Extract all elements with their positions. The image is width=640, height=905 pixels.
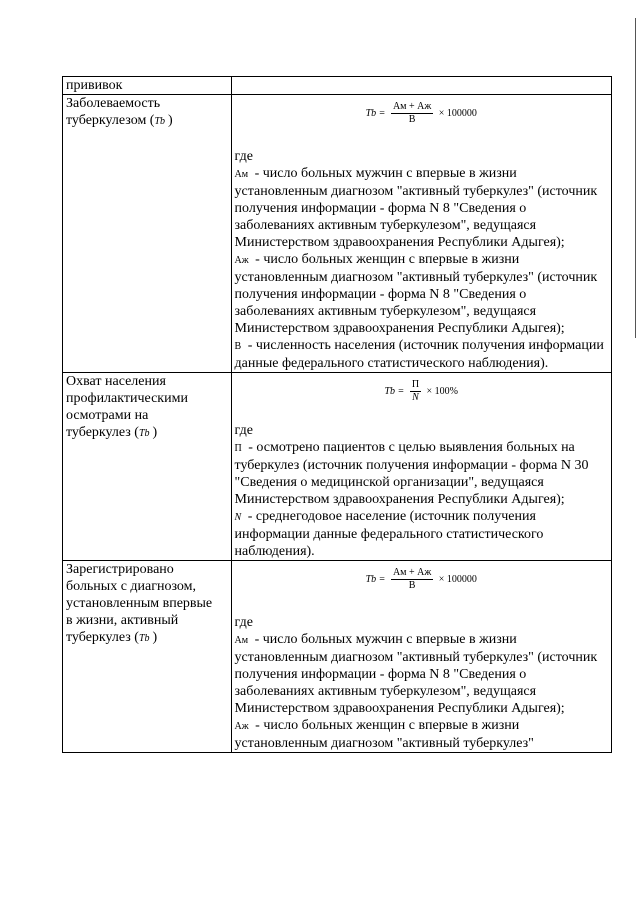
denominator: В	[408, 580, 416, 591]
indicator-name-cell	[63, 77, 232, 95]
denominator: В	[408, 114, 416, 125]
table-row	[63, 373, 612, 561]
table-row	[63, 77, 612, 95]
fraction	[391, 101, 433, 126]
formula-lhs: Tb =	[365, 573, 386, 585]
numerator: П	[411, 379, 420, 390]
formula	[235, 101, 608, 126]
formula-cell	[231, 77, 611, 95]
indicator-name-line: туберкулезом (Tb )	[66, 113, 173, 128]
numerator: Ам + Аж	[392, 567, 432, 578]
formula	[235, 379, 608, 404]
indicator-name-cell	[63, 561, 232, 753]
multiplier: × 100%	[426, 385, 459, 397]
formula-cell	[231, 373, 611, 561]
indicator-table	[62, 76, 612, 753]
formula-lhs: Tb =	[384, 385, 405, 397]
indicator-name-line: Зарегистрировано	[66, 562, 174, 577]
where-label: где	[234, 149, 253, 164]
indicator-name-line: туберкулез (Tb )	[66, 425, 158, 440]
definition-am: Ам - число больных мужчин с впервые в жизни установленным диагнозом "активный туберкулез" (источник получения информации - форма N 8 "Сведения о заболеваниях активным туберкулезом", ведущаяся Министерством здравоохранения Республики Адыгея);	[234, 166, 598, 250]
symbol-tb: Tb	[138, 633, 150, 644]
definition-b: В - численность населения (источник получения информации данные федерального статистического наблюдения).	[234, 338, 604, 371]
definition-n: N - среднегодовое население (источник получения информации данные федерального статистического наблюдения).	[234, 509, 544, 559]
where-label: где	[234, 615, 253, 630]
fraction	[391, 567, 433, 592]
formula-cell	[231, 561, 611, 753]
indicator-name-line: Охват населения	[66, 374, 166, 389]
definition-am: Ам - число больных мужчин с впервые в жизни установленным диагнозом "активный туберкулез" (источник получения информации - форма N 8 "Сведения о заболеваниях активным туберкулезом", ведущаяся Министерством здравоохранения Республики Адыгея);	[234, 632, 598, 716]
symbol-tb: Tb	[138, 428, 150, 439]
where-label: где	[234, 423, 253, 438]
symbol-b: В	[234, 341, 242, 352]
indicator-name-line: в жизни, активный	[66, 613, 179, 628]
symbol-am: Ам	[234, 635, 249, 646]
definition-p: П - осмотрено пациентов с целью выявления больных на туберкулез (источник получения информации - форма N 30 "Сведения о медицинской организации", ведущаяся Министерством здравоохранения Республики Адыгея);	[234, 440, 589, 507]
indicator-name-line: туберкулез (Tb )	[66, 630, 158, 645]
symbol-az: Аж	[234, 255, 249, 266]
definition-az: Аж - число больных женщин с впервые в жизни установленным диагнозом "активный туберкулез"	[234, 718, 534, 751]
multiplier: × 100000	[438, 573, 477, 585]
indicator-name-line: установленным впервые	[66, 596, 213, 611]
multiplier: × 100000	[438, 107, 477, 119]
indicator-name-cell	[63, 95, 232, 373]
symbol-p: П	[234, 443, 242, 454]
definition-az: Аж - число больных женщин с впервые в жизни установленным диагнозом "активный туберкулез" (источник получения информации - форма N 8 "Сведения о заболеваниях активным туберкулезом", ведущаяся Министерством здравоохранения Республики Адыгея);	[234, 252, 598, 336]
formula-cell	[231, 95, 611, 373]
indicator-name-line: осмотрами на	[66, 408, 149, 423]
page-edge-line	[635, 18, 636, 338]
table-row	[63, 561, 612, 753]
formula	[235, 567, 608, 592]
formula-lhs: Tb =	[365, 107, 386, 119]
symbol-tb: Tb	[154, 116, 166, 127]
indicator-name-line: профилактическими	[66, 391, 188, 406]
indicator-name-line: Заболеваемость	[66, 96, 161, 111]
numerator: Ам + Аж	[392, 101, 432, 112]
symbol-az: Аж	[234, 721, 249, 732]
denominator: N	[412, 392, 419, 403]
indicator-name: прививок	[66, 78, 123, 93]
indicator-name-cell	[63, 373, 232, 561]
symbol-am: Ам	[234, 169, 249, 180]
symbol-n: N	[234, 512, 242, 523]
table-row	[63, 95, 612, 373]
fraction	[410, 379, 421, 404]
indicator-name-line: больных с диагнозом,	[66, 579, 197, 594]
